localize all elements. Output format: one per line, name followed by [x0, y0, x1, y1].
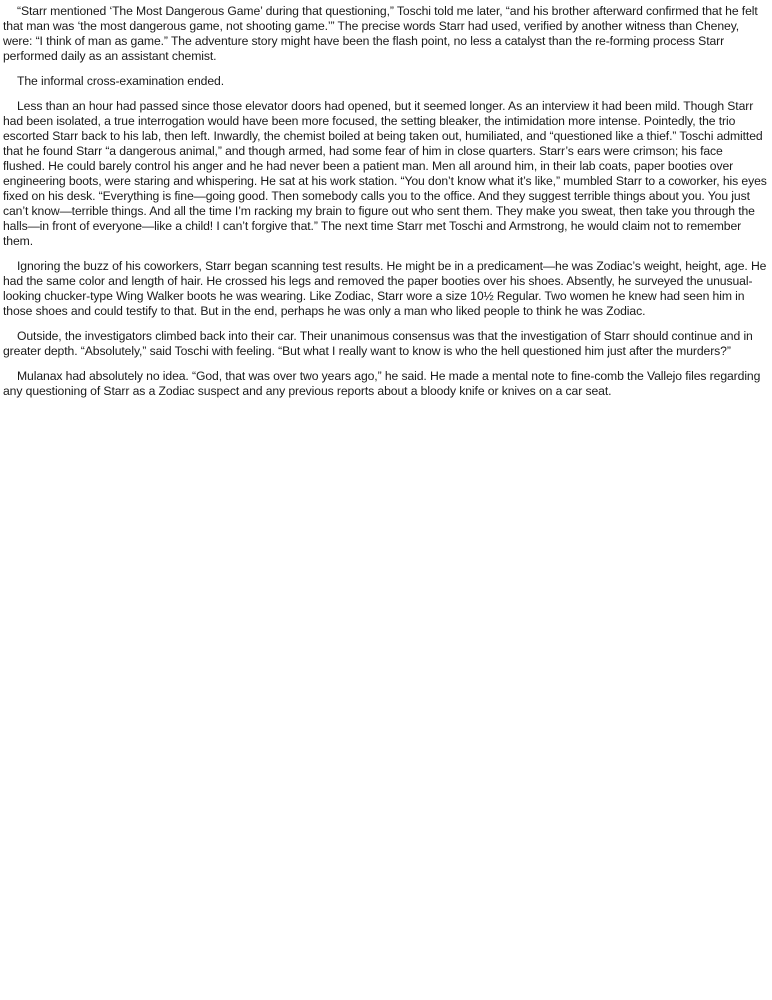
paragraph-2: The informal cross-examination ended. — [17, 74, 224, 88]
paragraph-3: Less than an hour had passed since those elevator doors had opened, but it seemed longer. As an interview it had been mild. Though Starr had been isolated, a true interrogation would have been more focused, the setting bleaker, the intimidation more intense. Pointedly, the trio escorted Starr back to his lab, then left. Inwardly, the chemist boiled at being taken out, humiliated, and “questioned like a thief.” Toschi admitted that he found Starr “a dangerous animal,” and though armed, had some fear of him in close quarters. Starr’s ears were crimson; his face flushed. He could barely control his anger and he had never been a patient man. Men all around him, in their lab coats, paper booties over engineering boots, were staring and whispering. He sat at his work station. “You don’t know what it’s like,” mumbled Starr to a coworker, his eyes fixed on his desk. “Everything is fine—going good. Then somebody calls you to the office. And they suggest terrible things about you. You just can’t know—terrible things. And all the time I’m racking my brain to figure out who sent them. They make you sweat, then take you through the halls—in front of everyone—like a child! I can’t forgive that.” The next time Starr met Toschi and Armstrong, he would claim not to remember them. — [3, 99, 767, 248]
paragraph-6: Mulanax had absolutely no idea. “God, that was over two years ago,” he said. He made a mental note to fine-comb the Vallejo files regarding any questioning of Starr as a Zodiac suspect and any previous reports about a bloody knife or knives on a car seat. — [3, 369, 761, 398]
paragraph-4: Ignoring the buzz of his coworkers, Starr began scanning test results. He might be in a predicament—he was Zodiac’s weight, height, age. He had the same color and length of hair. He crossed his legs and removed the paper booties over his shoes. Absently, he surveyed the unusual-looking chucker-type Wing Walker boots he was wearing. Like Zodiac, Starr wore a size 10½ Regular. Two women he knew had seen him in those shoes and could testify to that. But in the end, perhaps he was only a man who liked people to think he was Zodiac. — [3, 259, 767, 318]
paragraph-5: Outside, the investigators climbed back into their car. Their unanimous consensus was that the investigation of Starr should continue and in greater depth. “Absolutely,” said Toschi with feeling. “But what I really want to know is who the hell questioned him just after the murders?” — [3, 329, 753, 358]
body-text — [3, 4, 767, 399]
paragraph-1: “Starr mentioned ‘The Most Dangerous Game’ during that questioning,” Toschi told me later, “and his brother afterward confirmed that he felt that man was ‘the most dangerous game, not shooting game.’” The precise words Starr had used, verified by another witness than Cheney, were: “I think of man as game.” The adventure story might have been the flash point, no less a catalyst than the re-forming process Starr performed daily as an assistant chemist. — [3, 4, 758, 63]
